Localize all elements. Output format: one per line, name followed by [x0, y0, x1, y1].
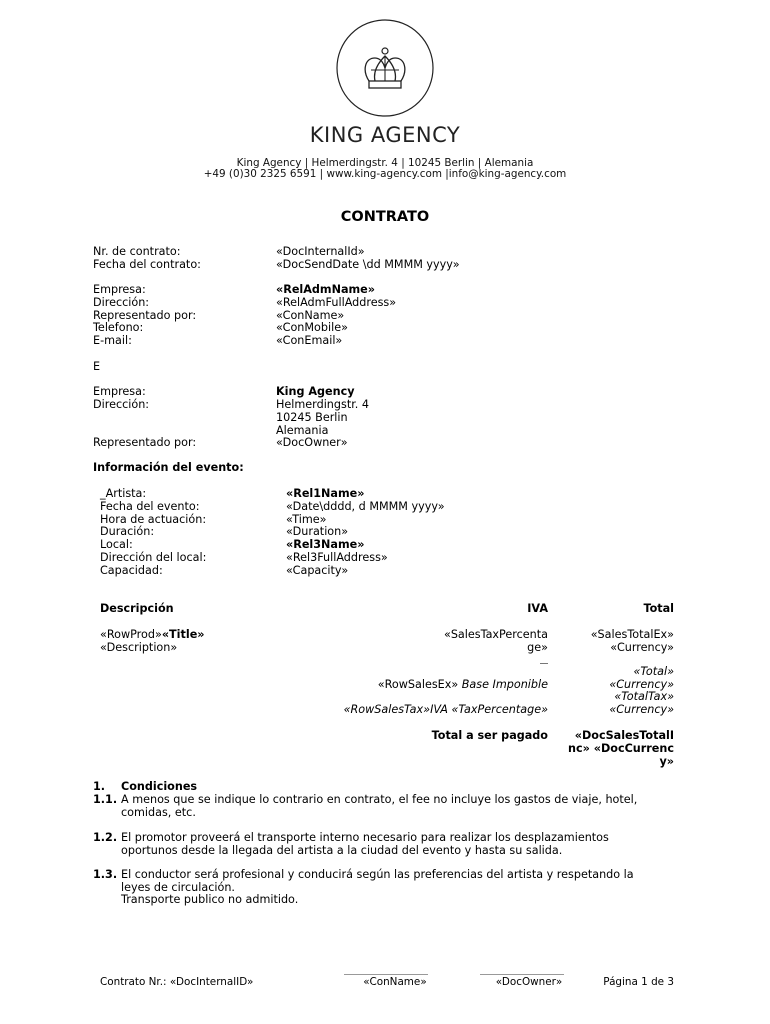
condition-text-line: leyes de circulación. [121, 881, 235, 894]
row-title-field: «Title» [161, 628, 205, 641]
summary-total-line: «TotalTax» [614, 690, 674, 703]
summary-total-line: «Total» [633, 665, 674, 678]
party1-address-label: Dirección: [93, 296, 150, 309]
event-row-label: Fecha del evento: [100, 500, 200, 513]
event-row-value: «Time» [286, 513, 327, 526]
event-row-value: «Rel1Name» [286, 487, 365, 500]
signature-line-con [344, 974, 428, 975]
grand-total-line: y» [659, 755, 674, 768]
conditions-heading: Condiciones [121, 780, 198, 793]
footer-page-number: Página 1 de 3 [603, 976, 674, 988]
company-address-line: King Agency | Helmerdingstr. 4 | 10245 Berlin | Alemania [236, 157, 534, 169]
table-header-total: Total [643, 602, 674, 615]
contract-date-value: «DocSendDate \dd MMMM yyyy» [276, 258, 460, 271]
party1-company-value: «RelAdmName» [276, 283, 375, 296]
party2-rep-label: Representado por: [93, 436, 197, 449]
table-header-description: Descripción [100, 602, 174, 615]
event-row-value: «Capacity» [286, 564, 349, 577]
party2-address-line: Helmerdingstr. 4 [276, 398, 370, 411]
footer-signature-owner: «DocOwner» [495, 976, 563, 988]
condition-text-line: El conductor será profesional y conducirá según las preferencias del artista y respetando la [121, 868, 634, 881]
brand-name: KING AGENCY [309, 123, 461, 147]
crown-logo-icon [335, 18, 435, 118]
party2-address-line: Alemania [276, 424, 329, 437]
contract-number-value: «DocInternalId» [276, 245, 365, 258]
conditions-number: 1. [93, 780, 106, 793]
condition-text-line: El promotor proveerá el transporte interno necesario para realizar los desplazamientos [121, 831, 609, 844]
party1-address-value: «RelAdmFullAddress» [276, 296, 397, 309]
base-imponible-row [250, 678, 548, 691]
page-title: CONTRATO [340, 209, 430, 225]
footer-signature-con: «ConName» [363, 976, 427, 988]
divider [540, 663, 548, 664]
signature-line-owner [480, 974, 564, 975]
party1-phone-label: Telefono: [93, 321, 144, 334]
event-row-value: «Rel3Name» [286, 538, 365, 551]
party2-address-line: 10245 Berlin [276, 411, 348, 424]
party2-company-value: King Agency [276, 385, 355, 398]
event-row-value: «Duration» [286, 525, 349, 538]
condition-text-line: A menos que se indique lo contrario en contrato, el fee no incluye los gastos de viaje, hotel, [121, 793, 638, 806]
event-heading: Información del evento: [93, 461, 244, 474]
party2-rep-value: «DocOwner» [276, 436, 348, 449]
grand-total-label: Total a ser pagado [431, 729, 548, 742]
table-row-description: «Description» [100, 641, 178, 654]
condition-text-line: comidas, etc. [121, 806, 196, 819]
table-iva-value: «SalesTaxPercenta [443, 628, 548, 641]
grand-total-line: nc» «DocCurrenc [568, 742, 674, 755]
event-row-label: Hora de actuación: [100, 513, 207, 526]
summary-total-line: «Currency» [609, 703, 674, 716]
table-header-iva: IVA [527, 602, 548, 615]
table-row-product [100, 628, 205, 641]
party2-address-label: Dirección: [93, 398, 150, 411]
event-row-label: Duración: [100, 525, 155, 538]
party1-phone-value: «ConMobile» [276, 321, 348, 334]
table-total-value: «SalesTotalEx» [590, 628, 674, 641]
summary-total-line: «Currency» [609, 678, 674, 691]
party1-company-label: Empresa: [93, 283, 146, 296]
footer-contract-number: Contrato Nr.: «DocInternalID» [100, 976, 254, 988]
condition-text-line: Transporte publico no admitido. [121, 893, 299, 906]
row-prod-field: «RowProd» [100, 628, 162, 641]
event-row-value: «Rel3FullAddress» [286, 551, 388, 564]
party2-company-label: Empresa: [93, 385, 146, 398]
company-contact-line: +49 (0)30 2325 6591 | www.king-agency.com |info@king-agency.com [203, 168, 567, 180]
party1-email-value: «ConEmail» [276, 334, 343, 347]
contract-number-label: Nr. de contrato: [93, 245, 181, 258]
tax-row: «RowSalesTax»IVA «TaxPercentage» [343, 703, 548, 716]
event-row-label: Capacidad: [100, 564, 163, 577]
event-row-value: «Date\dddd, d MMMM yyyy» [286, 500, 445, 513]
contract-date-label: Fecha del contrato: [93, 258, 201, 271]
condition-number: 1.3. [93, 868, 118, 881]
condition-number: 1.2. [93, 831, 118, 844]
table-iva-value: ge» [527, 641, 548, 654]
event-row-label: Local: [100, 538, 133, 551]
party1-rep-value: «ConName» [276, 309, 345, 322]
conjunction-text: E [93, 360, 101, 373]
party1-email-label: E-mail: [93, 334, 132, 347]
event-row-label: _Artista: [100, 487, 147, 500]
table-total-value: «Currency» [610, 641, 674, 654]
base-imponible-label: Base Imponible [458, 678, 548, 691]
party1-rep-label: Representado por: [93, 309, 197, 322]
event-row-label: Dirección del local: [100, 551, 207, 564]
grand-total-line: «DocSalesTotalI [574, 729, 674, 742]
row-sales-ex-field: «RowSalesEx» [377, 678, 459, 691]
condition-number: 1.1. [93, 793, 118, 806]
condition-text-line: oportunos desde la llegada del artista a la ciudad del evento y hasta su salida. [121, 844, 563, 857]
